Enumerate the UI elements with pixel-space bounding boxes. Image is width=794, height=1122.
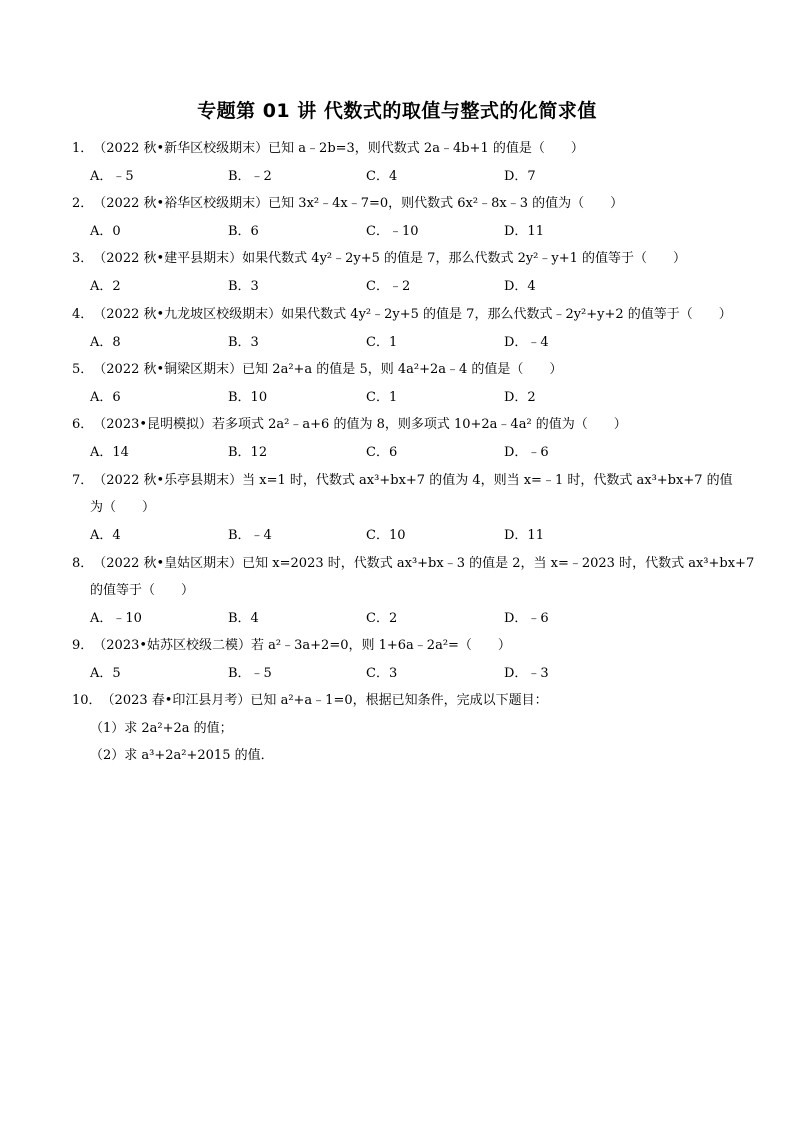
question-text-continued: 的值等于（ ） [90,583,195,598]
question-text: 5．（2022 秋•铜梁区期末）已知 2a²+a 的值是 5，则 4a²+2a﹣4 的值是（ ） [72,358,562,377]
option-c: C．1 [366,335,398,350]
question-text: 7．（2022 秋•乐亭县期末）当 x=1 时，代数式 ax³+bx+7 的值为 4，则当 x=﹣1 时，代数式 ax³+bx+7 的值 [72,469,733,488]
option-c: C．3 [366,666,398,681]
option-c: C．1 [366,390,398,405]
option-b: B．﹣4 [228,528,272,543]
question-number: 2． [72,196,94,211]
option-a: A．4 [90,528,121,543]
option-d: D．﹣4 [504,335,549,350]
option-a: A．8 [90,335,121,350]
option-a: A．6 [90,390,121,405]
page-title: 专题第 01 讲 代数式的取值与整式的化简求值 [197,100,597,122]
option-c: C．6 [366,445,398,460]
option-d: D．﹣3 [504,666,549,681]
question-text: 1．（2022 秋•新华区校级期末）已知 a﹣2b=3，则代数式 2a﹣4b+1 的值是（ ） [72,137,584,156]
question-text: 3．（2022 秋•建平县期末）如果代数式 4y²﹣2y+5 的值是 7，那么代数式 2y²﹣y+1 的值等于（ ） [72,247,686,266]
question-number: 9． [72,638,94,653]
option-b: B．﹣5 [228,666,272,681]
option-b: B．4 [228,611,259,626]
question-number: 7． [72,473,94,488]
option-a: A．2 [90,279,121,294]
question-number: 5． [72,362,94,377]
option-b: B．﹣2 [228,169,272,184]
question-text: 8．（2022 秋•皇姑区期末）已知 x=2023 时，代数式 ax³+bx﹣3 的值是 2，当 x=﹣2023 时，代数式 ax³+bx+7 [72,552,754,571]
sub-question-1: （1）求 2a²+2a 的值； [90,721,233,736]
option-d: D．4 [504,279,536,294]
option-b: B．12 [228,445,268,460]
option-c: C．4 [366,169,398,184]
option-d: D．2 [504,390,536,405]
option-b: B．10 [228,390,268,405]
question-number: 6． [72,417,94,432]
option-b: B．3 [228,279,259,294]
option-a: A．﹣10 [90,611,142,626]
option-a: A．14 [90,445,129,460]
option-a: A．5 [90,666,121,681]
question-number: 4． [72,307,94,322]
option-c: C．2 [366,611,398,626]
question-number: 1． [72,141,94,156]
question-text: 6．（2023•昆明模拟）若多项式 2a²﹣a+6 的值为 8，则多项式 10+2a﹣4a² 的值为（ ） [72,413,627,432]
option-d: D．﹣6 [504,611,549,626]
question-number: 8． [72,556,94,571]
sub-question-2: （2）求 a³+2a²+2015 的值． [90,748,274,763]
option-c: C．10 [366,528,406,543]
option-a: A．0 [90,224,121,239]
option-a: A．﹣5 [90,169,134,184]
option-c: C．﹣10 [366,224,419,239]
option-b: B．6 [228,224,259,239]
question-text: 4．（2022 秋•九龙坡区校级期末）如果代数式 4y²﹣2y+5 的值是 7，那么代数式﹣2y²+y+2 的值等于（ ） [72,303,732,322]
option-d: D．﹣6 [504,445,549,460]
option-d: D．7 [504,169,536,184]
question-text: 2．（2022 秋•裕华区校级期末）已知 3x²﹣4x﹣7=0，则代数式 6x²﹣8x﹣3 的值为（ ） [72,192,623,211]
option-d: D．11 [504,224,544,239]
question-number: 3． [72,251,94,266]
question-text: 10．（2023 春•印江县月考）已知 a²+a﹣1=0，根据已知条件，完成以下题目： [72,689,548,708]
option-c: C．﹣2 [366,279,411,294]
option-d: D．11 [504,528,544,543]
option-b: B．3 [228,335,259,350]
question-text: 9．（2023•姑苏区校级二模）若 a²﹣3a+2=0，则 1+6a﹣2a²=（ ） [72,634,511,653]
question-text-continued: 为（ ） [90,500,156,515]
question-number: 10． [72,693,102,708]
